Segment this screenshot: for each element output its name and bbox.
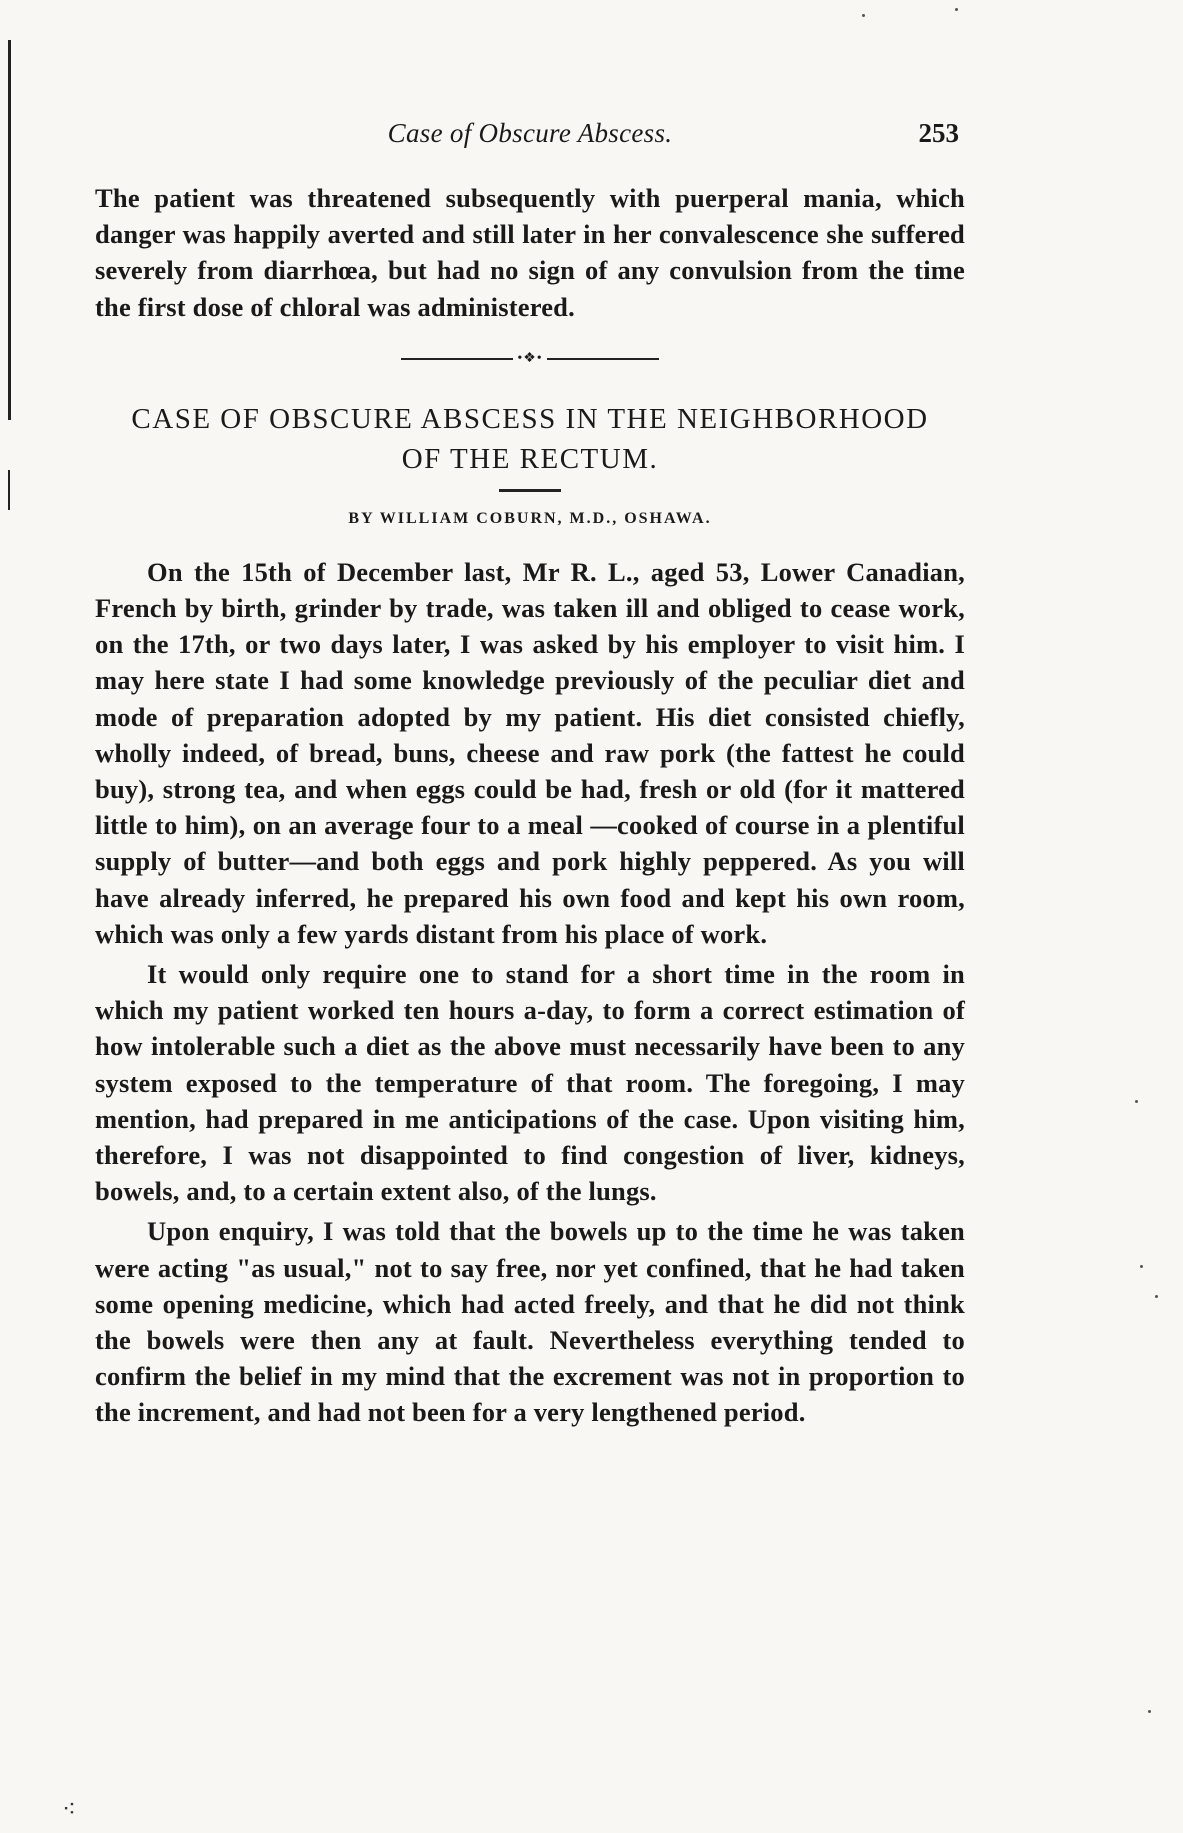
article-title-line-2: OF THE RECTUM.: [401, 442, 659, 475]
previous-article-paragraph: The patient was threatened subsequently with puerperal mania, which danger was happily averted and still later in her convalescence she suffered severely from diarrhœa, but had no sign of any convulsion from the time the first dose of chloral was administered.: [95, 183, 965, 322]
running-title: Case of Obscure Abscess.: [387, 118, 673, 148]
article-paragraph-3: Upon enquiry, I was told that the bowels up to the time he was taken were acting "as usual," not to say free, nor yet confined, that he had taken some opening medicine, which had acted freely, and that he did not think the bowels were then any at fault. Nevertheless everything tended to confirm the belief in my mind that the excrement was not in proportion to the increment, and had not been for a very lengthened period.: [95, 1216, 965, 1428]
scan-speck: [1140, 1265, 1143, 1268]
margin-rule-top: [8, 40, 11, 420]
article-paragraph-1: On the 15th of December last, Mr R. L., aged 53, Lower Canadian, French by birth, grinder by trade, was taken ill and obliged to cease work, on the 17th, or two days later, I was asked by his employer to visit him. I may here state I had some knowledge previously of the peculiar diet and mode of preparation adopted by my patient. His diet consisted chiefly, wholly indeed, of bread, buns, cheese and raw pork (the fattest he could buy), strong tea, and when eggs could be had, fresh or old (for it mattered little to him), on an average four to a meal —cooked of course in a plentiful supply of butter—and both eggs and pork highly peppered. As you will have already inferred, he prepared his own food and kept his own room, which was only a few yards distant from his place of work.: [95, 556, 965, 949]
article-paragraph-2: It would only require one to stand for a short time in the room in which my patient worked ten hours a-day, to form a correct estimation of how intolerable such a diet as the above must necessarily have been to any system exposed to the temperature of that room. The foregoing, I may mention, had prepared in me anticipations of the case. Upon visiting him, therefore, I was not disappointed to find congestion of liver, kidneys, bowels, and, to a certain extent also, of the lungs.: [95, 959, 965, 1207]
article-title-line-1: CASE OF OBSCURE ABSCESS IN THE NEIGHBORHOOD: [131, 402, 929, 435]
scan-speck: [862, 14, 865, 17]
separator-line-left: [401, 358, 513, 360]
title-rule: [499, 489, 561, 492]
page-number: 253: [918, 118, 959, 148]
article-title: [95, 399, 965, 479]
byline: BY WILLIAM COBURN, M.D., OSHAWA.: [348, 509, 712, 527]
separator-ornament: •❖•: [517, 351, 543, 367]
margin-rule-bottom: [8, 470, 10, 510]
scan-speck: [1135, 1100, 1138, 1103]
separator-line-right: [547, 358, 659, 360]
running-head: [95, 118, 965, 158]
scan-speck: [955, 8, 958, 11]
scan-speck: [1155, 1295, 1158, 1298]
scan-corner-mark: ⁖: [62, 1797, 77, 1823]
page-content: [95, 118, 965, 1431]
section-separator: [95, 353, 965, 365]
scan-speck: [1148, 1710, 1151, 1713]
